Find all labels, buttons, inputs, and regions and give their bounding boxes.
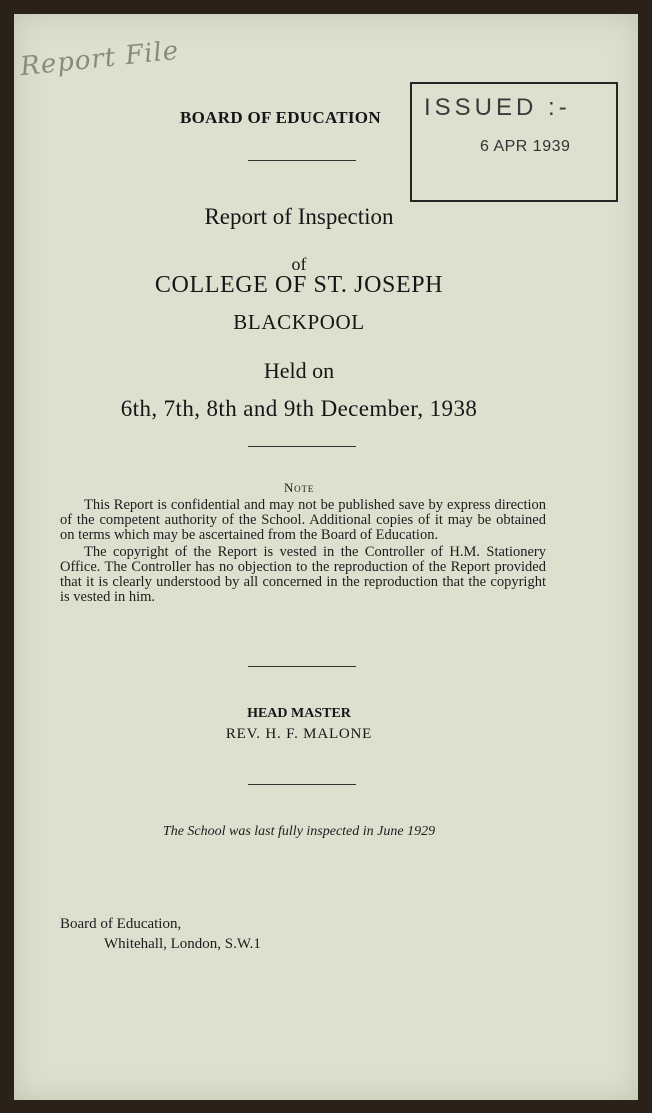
head-master-name: REV. H. F. MALONE — [225, 726, 373, 742]
board-heading: BOARD OF EDUCATION — [180, 108, 381, 127]
document-page — [14, 14, 638, 1100]
stamp-title: ISSUED :- — [424, 94, 571, 121]
head-master-label: HEAD MASTER — [247, 706, 351, 721]
report-title: Report of Inspection — [204, 204, 394, 229]
last-inspected: The School was last fully inspected in June 1929 — [162, 824, 436, 839]
handwritten-annotation: Report File — [18, 35, 181, 83]
title-of: of — [291, 254, 307, 274]
college-name: COLLEGE OF ST. JOSEPH — [154, 272, 444, 298]
note-paragraph: The copyright of the Report is vested in the Controller of H.M. Stationery Office. The Controller has no objection to the reproduction of the Report provided that it is clearly understood by all concerned in the reproduction that the copyright is vested in him. — [60, 544, 546, 605]
divider — [248, 666, 356, 667]
divider — [248, 160, 356, 161]
inspection-dates: 6th, 7th, 8th and 9th December, 1938 — [120, 396, 478, 421]
note-paragraph: This Report is confidential and may not be published save by express direction of the competent authority of the School. Additional copies of it may be obtained on terms which may be ascertained from the Board of Education. — [60, 497, 546, 543]
held-on: Held on — [263, 358, 335, 383]
note-heading: Note — [283, 480, 315, 495]
note-body — [60, 498, 546, 607]
address-line-2: Whitehall, London, S.W.1 — [104, 936, 261, 952]
divider — [248, 784, 356, 785]
divider — [248, 446, 356, 447]
college-town: BLACKPOOL — [233, 310, 365, 334]
address-line-1: Board of Education, — [60, 916, 182, 932]
issued-stamp — [410, 82, 618, 202]
stamp-date: 6 APR 1939 — [480, 138, 571, 155]
